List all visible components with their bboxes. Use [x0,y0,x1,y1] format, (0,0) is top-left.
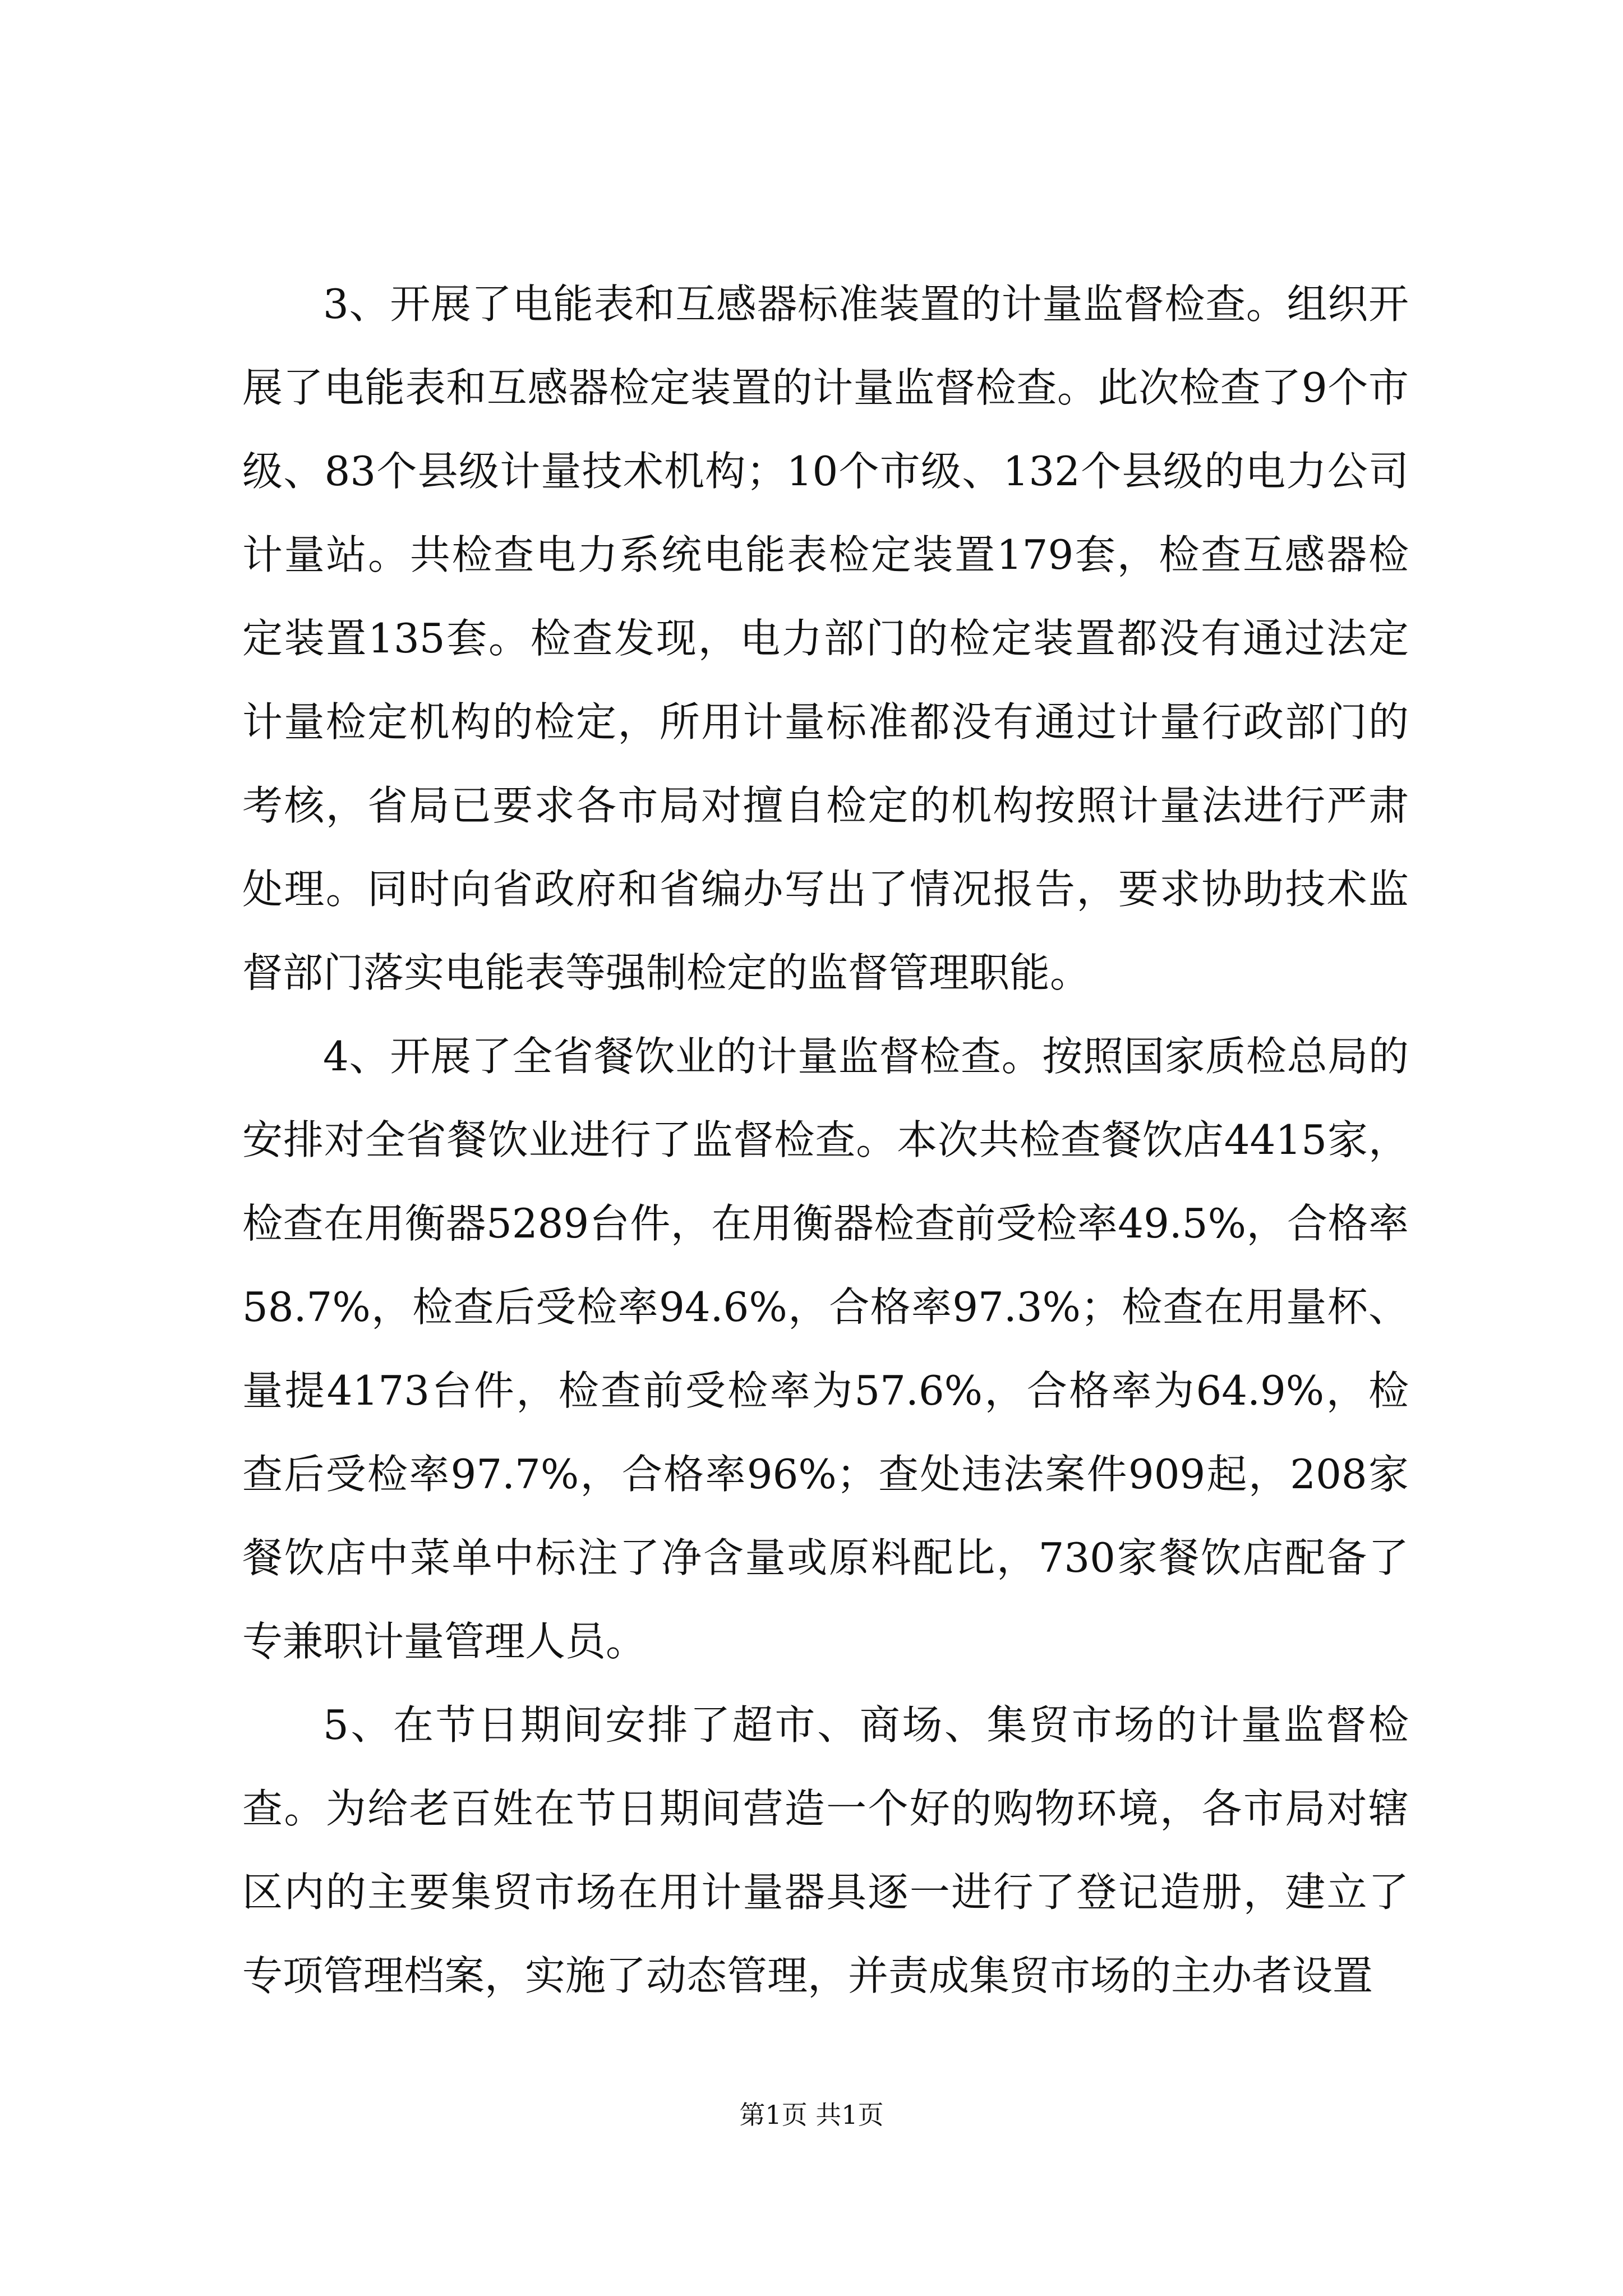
document-body [242,263,1409,2018]
paragraph-item-3: 3、开展了电能表和互感器标准装置的计量监督检查。组织开展了电能表和互感器检定装置的计量监督检查。此次检查了9个市级、83个县级计量技术机构；10个市级、132个县级的电力公司计量站。共检查电力系统电能表检定装置179套，检查互感器检定装置135套。检查发现，电力部门的检定装置都没有通过法定计量检定机构的检定，所用计量标准都没有通过计量行政部门的考核，省局已要求各市局对擅自检定的机构按照计量法进行严肃处理。同时向省政府和省编办写出了情况报告，要求协助技术监督部门落实电能表等强制检定的监督管理职能。 [242,280,1409,996]
paragraph-item-4: 4、开展了全省餐饮业的计量监督检查。按照国家质检总局的安排对全省餐饮业进行了监督检查。本次共检查餐饮店4415家，检查在用衡器5289台件，在用衡器检查前受检率49.5%，合格率58.7%，检查后受检率94.6%，合格率97.3%；检查在用量杯、量提4173台件，检查前受检率为57.6%，合格率为64.9%，检查后受检率97.7%，合格率96%；查处违法案件909起，208家餐饮店中菜单中标注了净含量或原料配比，730家餐饮店配备了专兼职计量管理人员。 [242,1033,1409,1665]
page-footer: 第1页 共1页 [739,2100,884,2130]
paragraph-item-5: 5、在节日期间安排了超市、商场、集贸市场的计量监督检查。为给老百姓在节日期间营造一个好的购物环境，各市局对辖区内的主要集贸市场在用计量器具逐一进行了登记造册，建立了专项管理档案，实施了动态管理，并责成集贸市场的主办者设置 [242,1701,1409,1999]
